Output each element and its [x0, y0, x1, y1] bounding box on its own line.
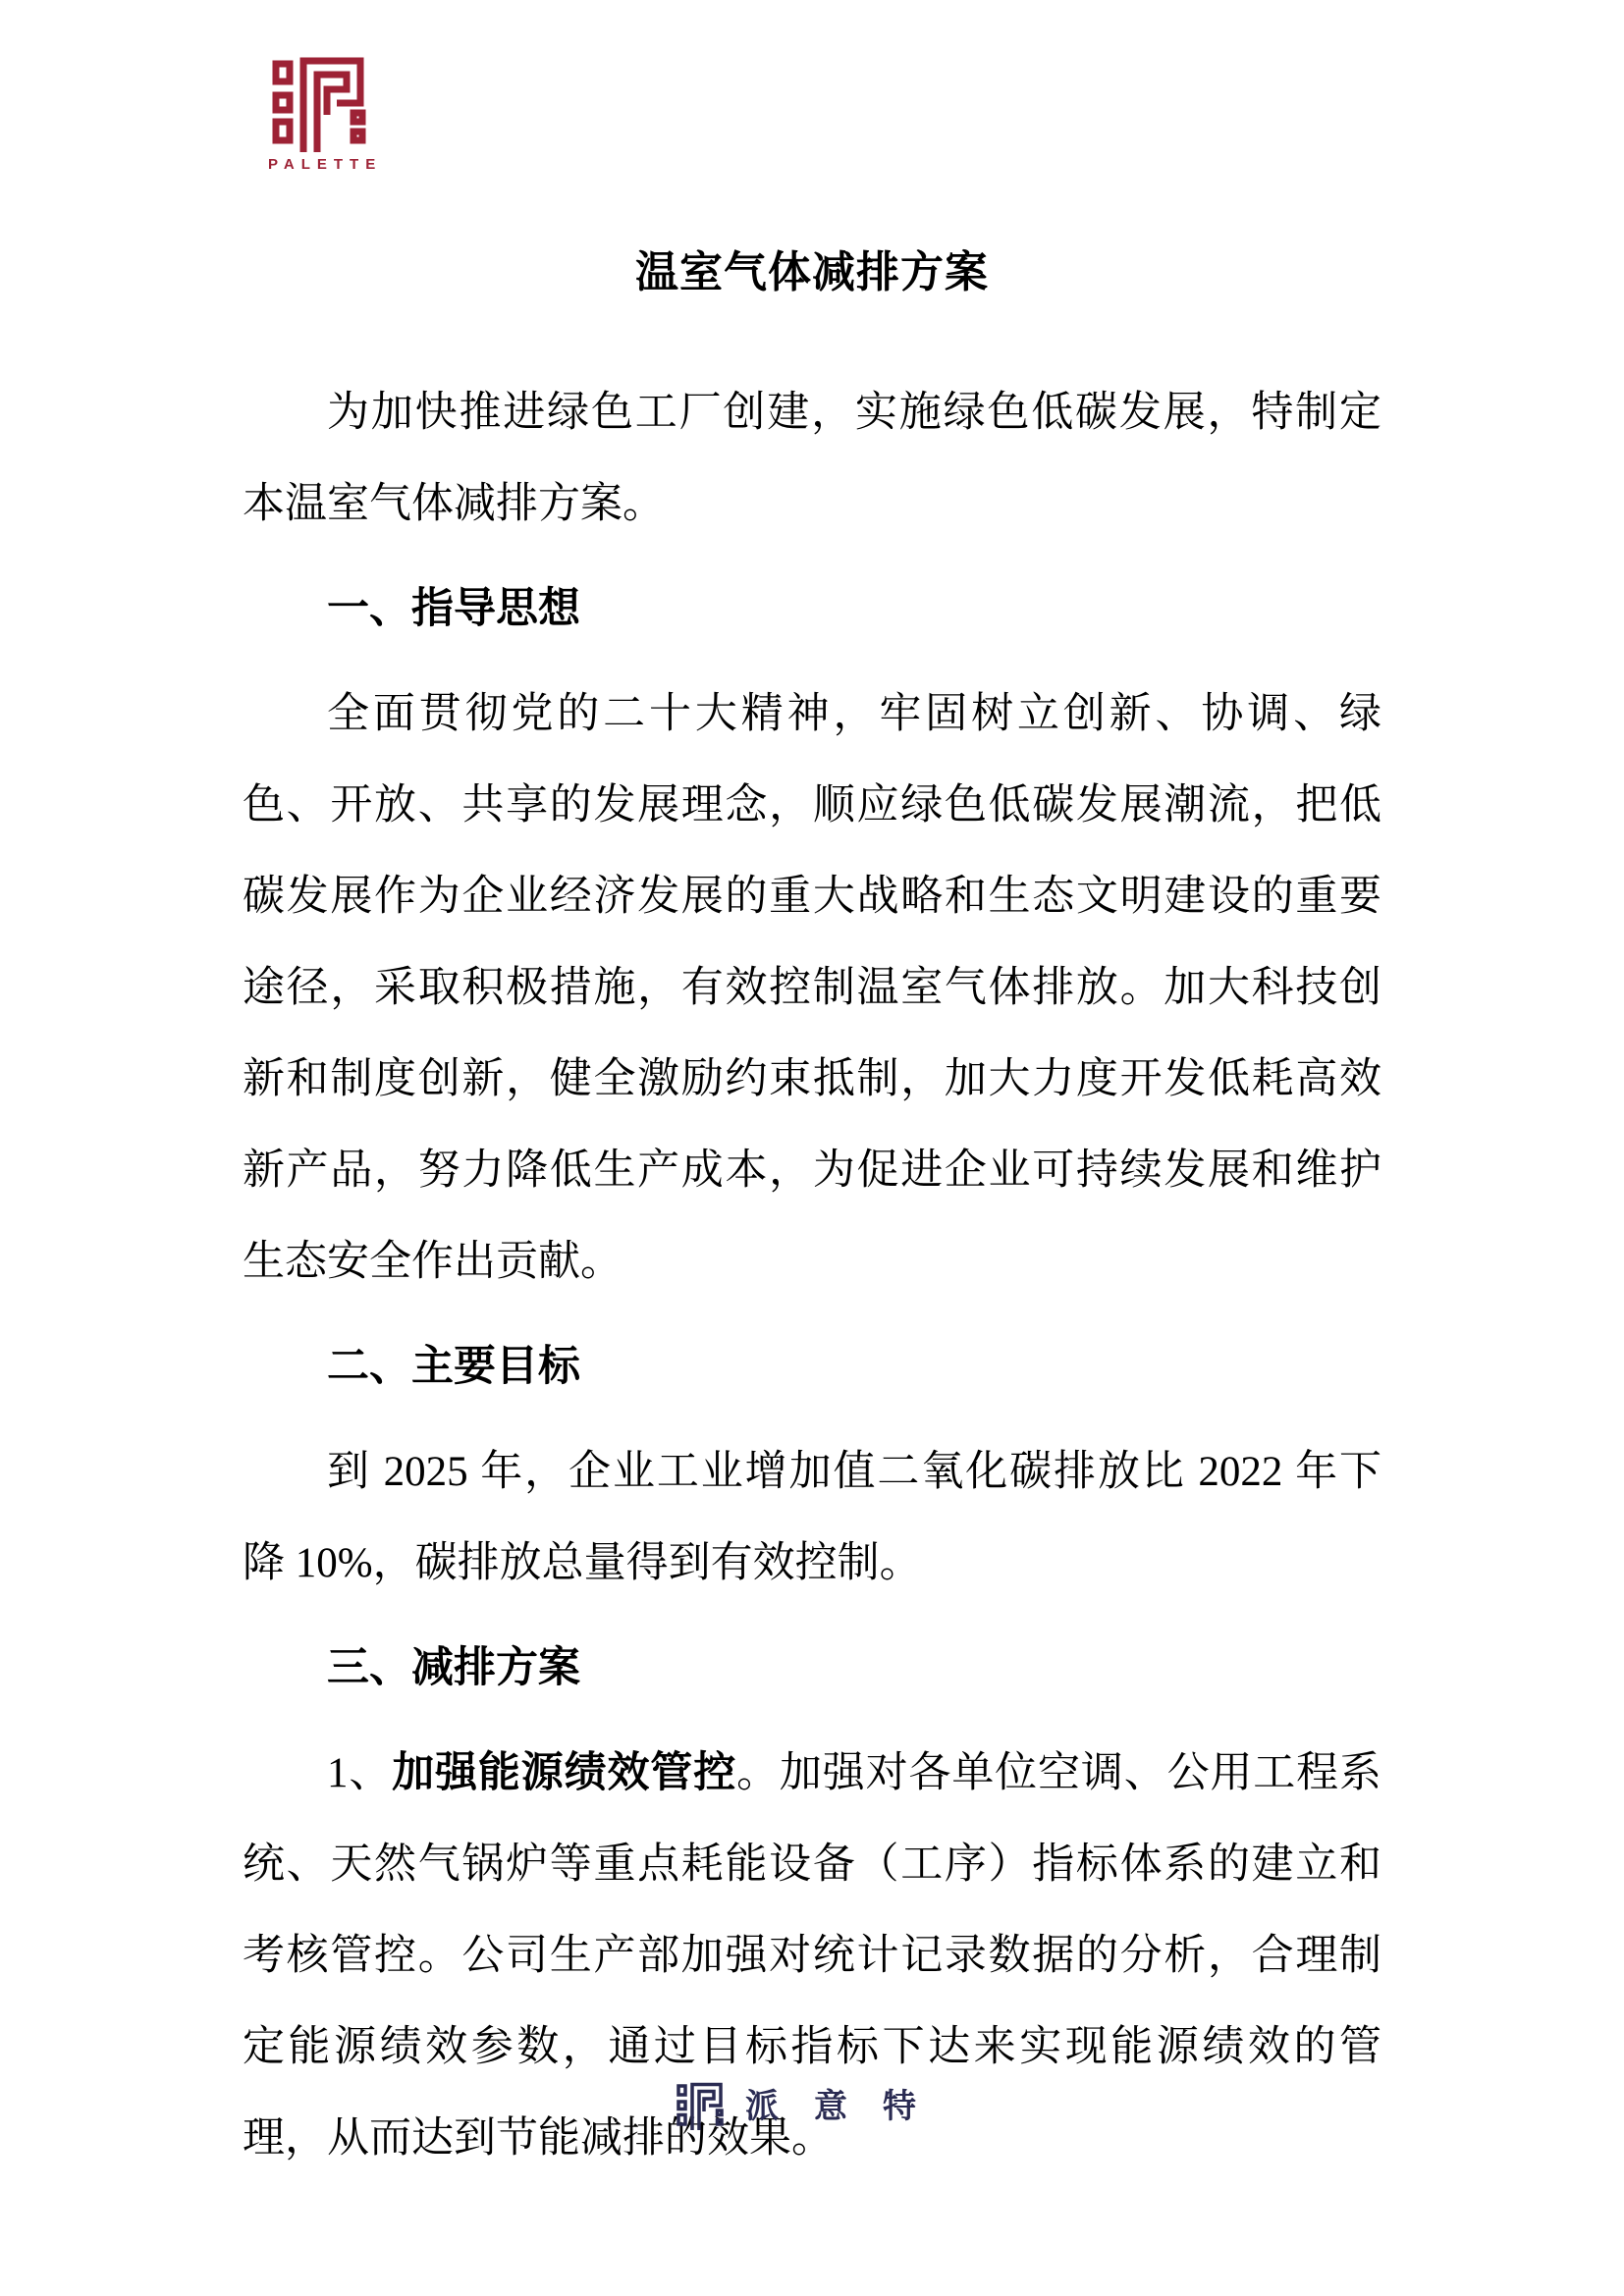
section-body-main-goals: 到 2025 年，企业工业增加值二氧化碳排放比 2022 年下降 10%，碳排放总量得到有效控制。 [243, 1449, 1381, 1586]
section-heading-guiding-ideology: 一、指导思想 [327, 586, 580, 632]
header-logo [261, 54, 383, 173]
item-number: 1、 [327, 1750, 393, 1796]
footer-wordmark: 派意特 [745, 2089, 951, 2125]
document-content [243, 245, 1381, 2198]
document-title: 温室气体减排方案 [635, 248, 989, 296]
section-body-guiding-ideology: 全面贯彻党的二十大精神，牢固树立创新、协调、绿色、开放、共享的发展理念，顺应绿色低碳发展潮流，把低碳发展作为企业经济发展的重大战略和生态文明建设的重要途径，采取积极措施，有效控制温室气体排放。加大科技创新和制度创新，健全激励约束抵制，加大力度开发低耗高效新产品，努力降低生产成本，为促进企业可持续发展和维护生态安全作出贡献。 [243, 691, 1381, 1285]
section-heading-reduction-plan: 三、减排方案 [327, 1645, 580, 1691]
section-heading-main-goals: 二、主要目标 [327, 1344, 580, 1390]
brand-wordmark: PALETTE [268, 156, 383, 173]
footer-logo [0, 2081, 1624, 2130]
intro-paragraph: 为加快推进绿色工厂创建，实施绿色低碳发展，特制定本温室气体减排方案。 [243, 390, 1381, 527]
item-title: 加强能源绩效管控 [392, 1750, 737, 1796]
palette-maze-logo-icon [264, 54, 374, 152]
item-body: 。加强对各单位空调、公用工程系统、天然气锅炉等重点耗能设备（工序）指标体系的建立和考核管控。公司生产部加强对统计记录数据的分析，合理制定能源绩效参数，通过目标指标下达来实现能源绩效的管理，从而达到节能减排的效果。 [243, 1750, 1382, 2162]
paiyite-maze-logo-icon [673, 2081, 728, 2130]
